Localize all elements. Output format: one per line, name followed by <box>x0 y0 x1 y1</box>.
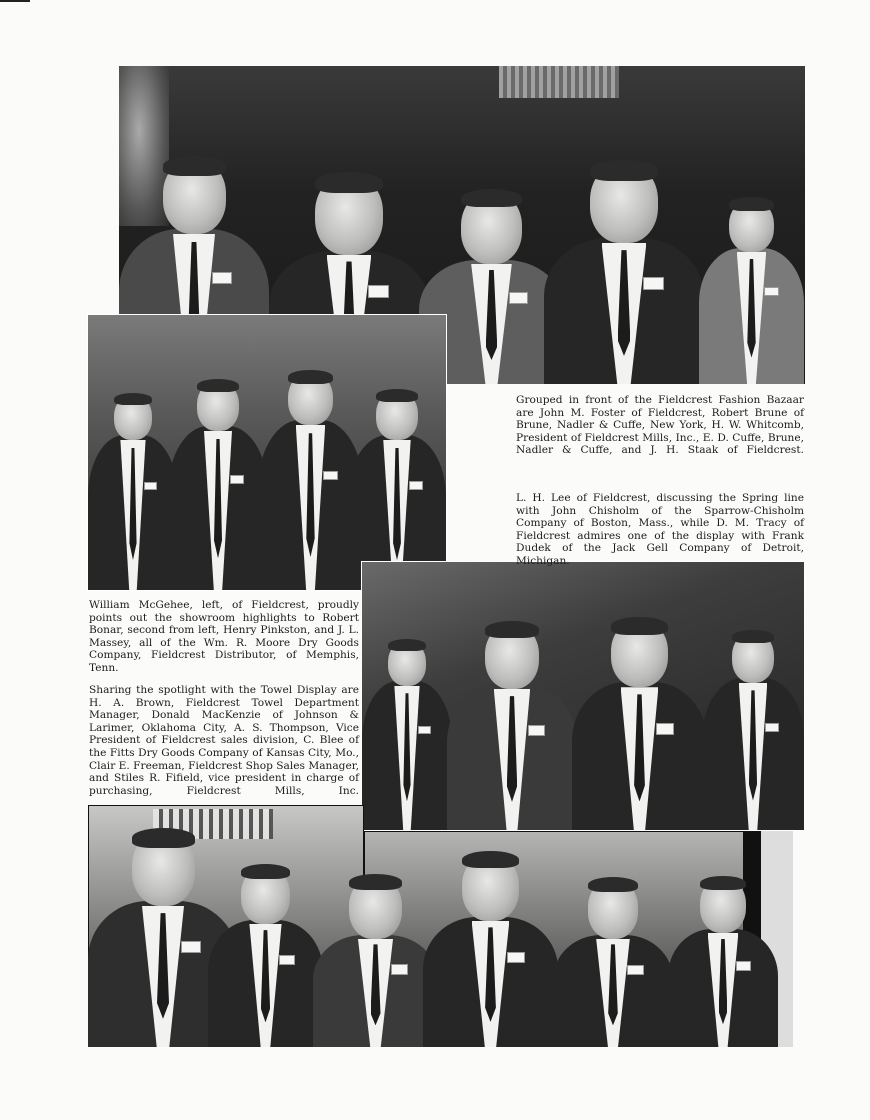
person-figure <box>668 857 778 1047</box>
person-figure <box>544 149 704 384</box>
person-figure <box>702 585 804 830</box>
photo-memphis-group <box>88 315 446 590</box>
person-figure <box>699 164 804 384</box>
photo-spring-line <box>362 562 804 830</box>
person-figure <box>572 592 707 830</box>
person-figure <box>348 340 446 590</box>
person-figure <box>423 837 558 1047</box>
person-figure <box>313 867 438 1047</box>
person-figure <box>168 325 268 590</box>
person-figure <box>447 595 577 830</box>
caption-spring-line: L. H. Lee of Fieldcrest, discussing the Spring line with John Chisholm of the Sparrow-Chisholm Company of Boston, Mass., while D. M. Tracy of Fieldcrest admires one of the display with Frank Dudek of the Jack Gell Company of Detroit, Michigan. <box>516 492 804 567</box>
person-figure <box>88 340 178 590</box>
person-figure <box>553 867 673 1047</box>
caption-memphis: William McGehee, left, of Fieldcrest, proudly points out the showroom highlights to Robert Bonar, second from left, Henry Pinkston, and J. L. Massey, all of the Wm. R. Moore Dry Goods Company, Fieldcrest Distributor, of Memphis, Tenn. <box>89 599 359 674</box>
bazaar-sign-decor <box>499 66 619 98</box>
caption-towel-display: Sharing the spotlight with the Towel Display are H. A. Brown, Fieldcrest Towel Department Manager, Donald MacKenzie of Johnson & Larimer, Oklahoma City, A. S. Thompson, Vice President of Fieldcrest sales division, C. Blee of the Fitts Dry Goods Company of Kansas City, Mo., Clair E. Freeman, Fieldcrest Shop Sales Manager, and Stiles R. Fifield, vice president in charge of purchasing, Fieldcrest Mills, Inc. <box>89 684 359 797</box>
page-corner-mark <box>0 0 30 2</box>
person-figure <box>208 842 323 1047</box>
person-figure <box>362 590 452 830</box>
caption-fashion-bazaar: Grouped in front of the Fieldcrest Fashion Bazaar are John M. Foster of Fieldcrest, Robert Brune of Brune, Nadler & Cuffe, New York, H. W. Whitcomb, President of Fieldcrest Mills, Inc., E. D. Cuffe, Brune, Nadler & Cuffe, and J. H. Staak of Fieldcrest. <box>516 394 804 457</box>
photo-towel-display <box>88 805 793 1047</box>
